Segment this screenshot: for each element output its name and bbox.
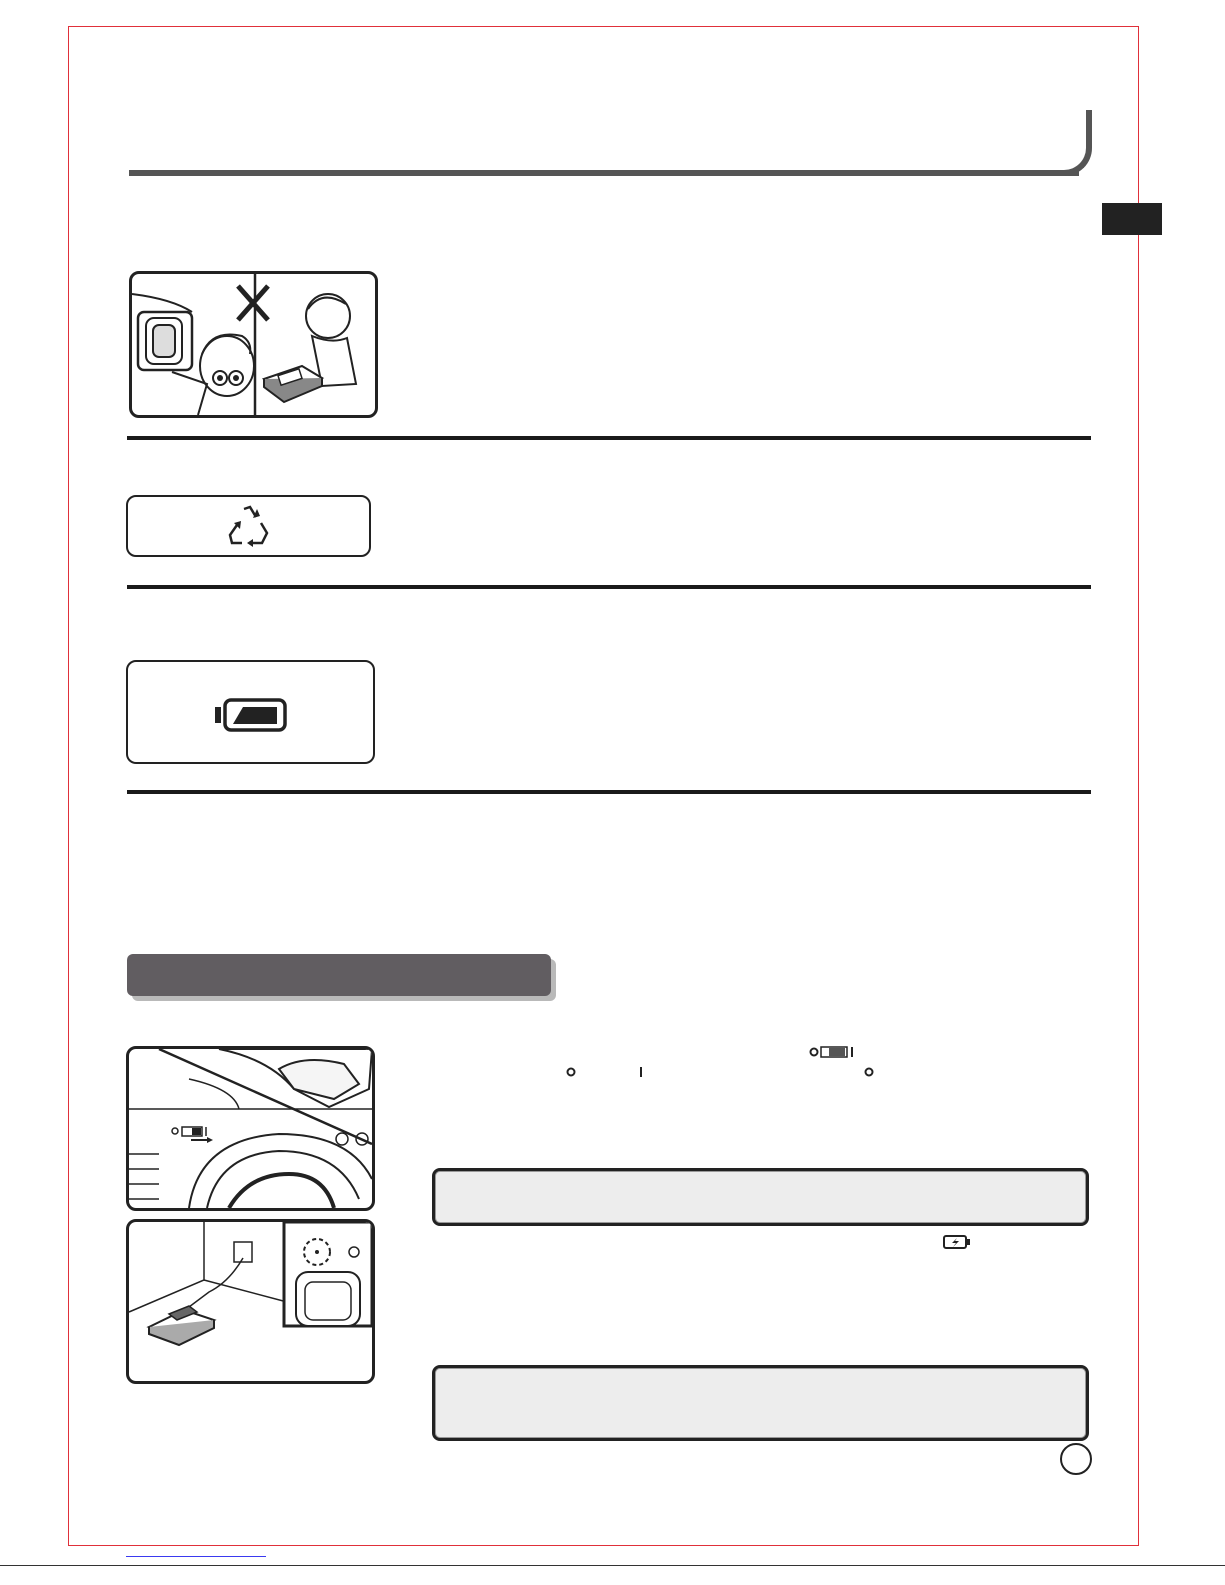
recycle-icon <box>226 503 272 549</box>
page-number-circle <box>1060 1443 1092 1475</box>
header-rule-curve <box>1040 110 1092 176</box>
child-warning-icon <box>132 274 375 415</box>
section-divider-3 <box>127 790 1091 794</box>
section-tab-marker <box>1102 203 1162 235</box>
note-box-2 <box>432 1365 1089 1441</box>
bottom-rule <box>0 1565 1225 1566</box>
header-rule <box>129 170 1079 176</box>
on-bar-icon <box>638 1066 644 1078</box>
charging-scene-icon <box>129 1222 372 1381</box>
section-divider-2 <box>127 585 1091 589</box>
battery-icon <box>213 697 289 733</box>
battery-panel <box>126 660 375 764</box>
charging-battery-icon <box>942 1234 972 1250</box>
power-switch-illustration <box>126 1046 375 1211</box>
recycle-panel <box>126 495 371 557</box>
section-divider-1 <box>127 436 1091 440</box>
warning-illustration <box>129 271 378 418</box>
note-box-1 <box>432 1168 1089 1226</box>
off-circle-icon <box>565 1066 577 1078</box>
bottom-link-underline[interactable] <box>126 1556 266 1557</box>
switch-toggle-icon <box>809 1045 857 1059</box>
power-switch-scene-icon <box>129 1049 372 1208</box>
off-circle-icon <box>863 1066 875 1078</box>
section-banner <box>127 954 551 996</box>
charging-dock-illustration <box>126 1219 375 1384</box>
